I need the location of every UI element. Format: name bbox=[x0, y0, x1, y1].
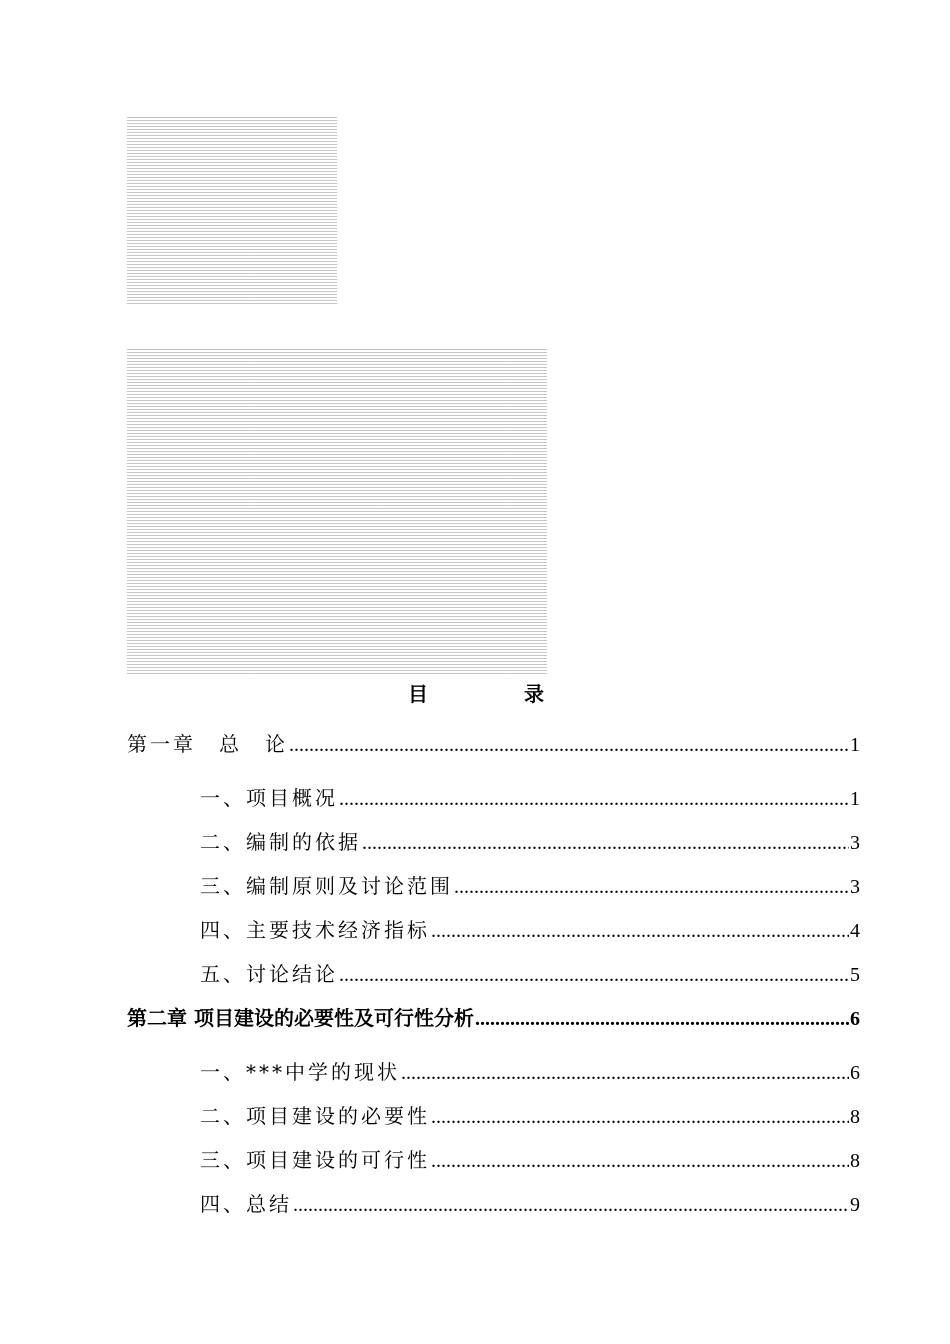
toc-leader-dots bbox=[339, 777, 849, 821]
toc-entry-chapter-1[interactable] bbox=[127, 722, 860, 776]
toc-entry-section[interactable] bbox=[127, 1138, 860, 1182]
toc-entry-label: 二、编制的依据 bbox=[200, 830, 361, 854]
toc-entry-section[interactable] bbox=[127, 820, 860, 864]
toc-entry-section[interactable] bbox=[127, 1182, 860, 1226]
toc-leader-dots bbox=[431, 1095, 849, 1139]
table-of-contents bbox=[127, 722, 860, 1226]
toc-entry-page: 3 bbox=[850, 832, 860, 854]
toc-entry-section[interactable] bbox=[127, 864, 860, 908]
faint-text-block-1 bbox=[127, 117, 337, 305]
toc-entry-page: 3 bbox=[850, 876, 860, 898]
toc-entry-label: 五、讨论结论 bbox=[200, 962, 338, 986]
toc-leader-dots bbox=[431, 909, 849, 953]
toc-entry-page: 8 bbox=[850, 1150, 860, 1172]
toc-entry-section[interactable] bbox=[127, 1094, 860, 1138]
toc-entry-page: 1 bbox=[850, 734, 860, 756]
toc-entry-page: 8 bbox=[850, 1106, 860, 1128]
toc-entry-chapter-2[interactable] bbox=[127, 996, 860, 1050]
toc-entry-label: 一、项目概况 bbox=[200, 786, 338, 810]
toc-entry-section[interactable] bbox=[127, 1050, 860, 1094]
toc-leader-dots bbox=[475, 997, 849, 1041]
toc-entry-page: 6 bbox=[850, 1062, 860, 1084]
toc-leader-dots bbox=[293, 1183, 849, 1227]
toc-entry-label: 四、主要技术经济指标 bbox=[200, 918, 430, 942]
toc-entry-label: 第二章 项目建设的必要性及可行性分析 bbox=[127, 1006, 474, 1030]
toc-entry-section[interactable] bbox=[127, 776, 860, 820]
toc-leader-dots bbox=[401, 1051, 849, 1095]
toc-entry-page: 4 bbox=[850, 920, 860, 942]
toc-entry-page: 1 bbox=[850, 788, 860, 810]
toc-entry-section[interactable] bbox=[127, 908, 860, 952]
toc-leader-dots bbox=[454, 865, 849, 909]
faint-text-block-2 bbox=[127, 349, 547, 676]
toc-leader-dots bbox=[289, 723, 849, 767]
toc-title: 目 录 bbox=[408, 682, 582, 706]
toc-entry-section[interactable] bbox=[127, 952, 860, 996]
toc-entry-page: 9 bbox=[850, 1194, 860, 1216]
toc-entry-page: 6 bbox=[850, 1008, 860, 1030]
toc-leader-dots bbox=[339, 953, 849, 997]
toc-entry-label: 一、***中学的现状 bbox=[200, 1060, 400, 1084]
toc-leader-dots bbox=[362, 821, 849, 865]
toc-entry-label: 二、项目建设的必要性 bbox=[200, 1104, 430, 1128]
toc-entry-label: 第一章 总 论 bbox=[127, 732, 288, 756]
toc-entry-label: 三、项目建设的可行性 bbox=[200, 1148, 430, 1172]
toc-entry-label: 四、总结 bbox=[200, 1192, 292, 1216]
toc-entry-page: 5 bbox=[850, 964, 860, 986]
toc-entry-label: 三、编制原则及讨论范围 bbox=[200, 874, 453, 898]
toc-leader-dots bbox=[431, 1139, 849, 1183]
